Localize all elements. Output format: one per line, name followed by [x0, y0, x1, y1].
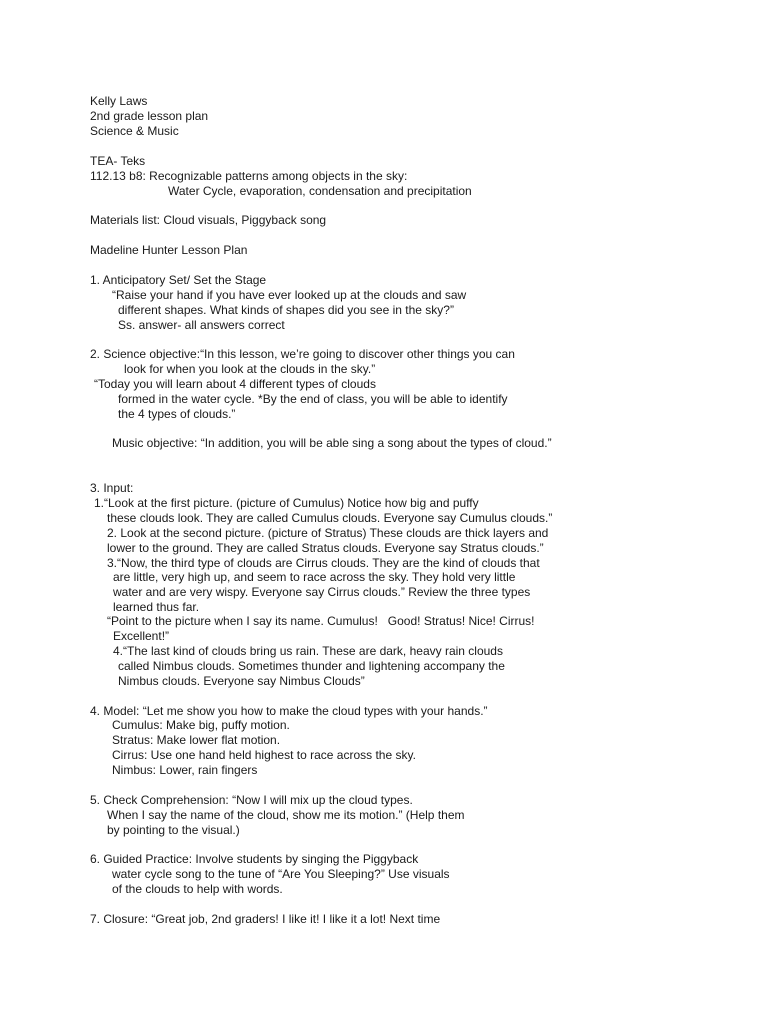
model-line: Stratus: Make lower flat motion.	[112, 733, 281, 747]
input-line: lower to the ground. They are called Stratus clouds. Everyone say Stratus clouds.”	[107, 541, 544, 555]
teks-line: 112.13 b8: Recognizable patterns among objects in the sky:	[90, 169, 408, 183]
model-line: Cirrus: Use one hand held highest to race across the sky.	[112, 748, 416, 762]
objective-heading: 2. Science objective:“In this lesson, we’re going to discover other things you can	[90, 347, 515, 361]
input-line: 3.“Now, the third type of clouds are Cirrus clouds. They are the kind of clouds that	[107, 556, 540, 570]
plan-type: Madeline Hunter Lesson Plan	[90, 243, 248, 257]
guided-heading: 6. Guided Practice: Involve students by singing the Piggyback	[90, 852, 419, 866]
input-line: 4.“The last kind of clouds bring us rain. These are dark, heavy rain clouds	[113, 644, 503, 658]
input-line: learned thus far.	[113, 600, 200, 614]
anticipatory-line: different shapes. What kinds of shapes did you see in the sky?”	[118, 303, 454, 317]
model-line: Cumulus: Make big, puffy motion.	[112, 718, 290, 732]
grade-label: 2nd grade lesson plan	[90, 109, 209, 123]
input-line: Excellent!”	[113, 629, 170, 643]
standards-heading: TEA- Teks	[90, 154, 146, 168]
input-line: are little, very high up, and seem to race across the sky. They hold very little	[113, 570, 516, 584]
anticipatory-line: “Raise your hand if you have ever looked up at the clouds and saw	[112, 288, 467, 302]
model-heading: 4. Model: “Let me show you how to make the cloud types with your hands.”	[90, 704, 488, 718]
check-heading: 5. Check Comprehension: “Now I will mix up the cloud types.	[90, 793, 413, 807]
check-line: by pointing to the visual.)	[107, 823, 240, 837]
guided-line: water cycle song to the tune of “Are You Sleeping?” Use visuals	[112, 867, 450, 881]
objective-line: formed in the water cycle. *By the end of class, you will be able to identify	[118, 392, 508, 406]
anticipatory-line: Ss. answer- all answers correct	[118, 318, 285, 332]
input-line: these clouds look. They are called Cumulus clouds. Everyone say Cumulus clouds.”	[107, 511, 553, 525]
input-line: water and are very wispy. Everyone say Cirrus clouds.” Review the three types	[113, 585, 531, 599]
materials-list: Materials list: Cloud visuals, Piggyback song	[90, 213, 327, 227]
objective-line: “Today you will learn about 4 different types of clouds	[94, 377, 376, 391]
model-line: Nimbus: Lower, rain fingers	[112, 763, 258, 777]
anticipatory-heading: 1. Anticipatory Set/ Set the Stage	[90, 273, 267, 287]
input-line: called Nimbus clouds. Sometimes thunder and lightening accompany the	[118, 659, 505, 673]
subject-label: Science & Music	[90, 124, 179, 138]
input-line: 2. Look at the second picture. (picture of Stratus) These clouds are thick layers and	[107, 526, 549, 540]
check-line: When I say the name of the cloud, show me its motion.” (Help them	[107, 808, 465, 822]
guided-line: of the clouds to help with words.	[112, 882, 283, 896]
input-line: Nimbus clouds. Everyone say Nimbus Clouds”	[118, 674, 365, 688]
input-line: 1.“Look at the first picture. (picture of Cumulus) Notice how big and puffy	[94, 496, 479, 510]
objective-line: the 4 types of clouds.”	[118, 407, 236, 421]
author-name: Kelly Laws	[90, 94, 148, 108]
input-line: “Point to the picture when I say its name. Cumulus! Good! Stratus! Nice! Cirrus!	[107, 614, 535, 628]
teks-topics: Water Cycle, evaporation, condensation and precipitation	[168, 184, 472, 198]
objective-line: look for when you look at the clouds in the sky.”	[124, 362, 376, 376]
music-objective: Music objective: “In addition, you will be able sing a song about the types of cloud.”	[112, 436, 552, 450]
input-heading: 3. Input:	[90, 481, 134, 495]
closure-heading: 7. Closure: “Great job, 2nd graders! I like it! I like it a lot! Next time	[90, 912, 441, 926]
